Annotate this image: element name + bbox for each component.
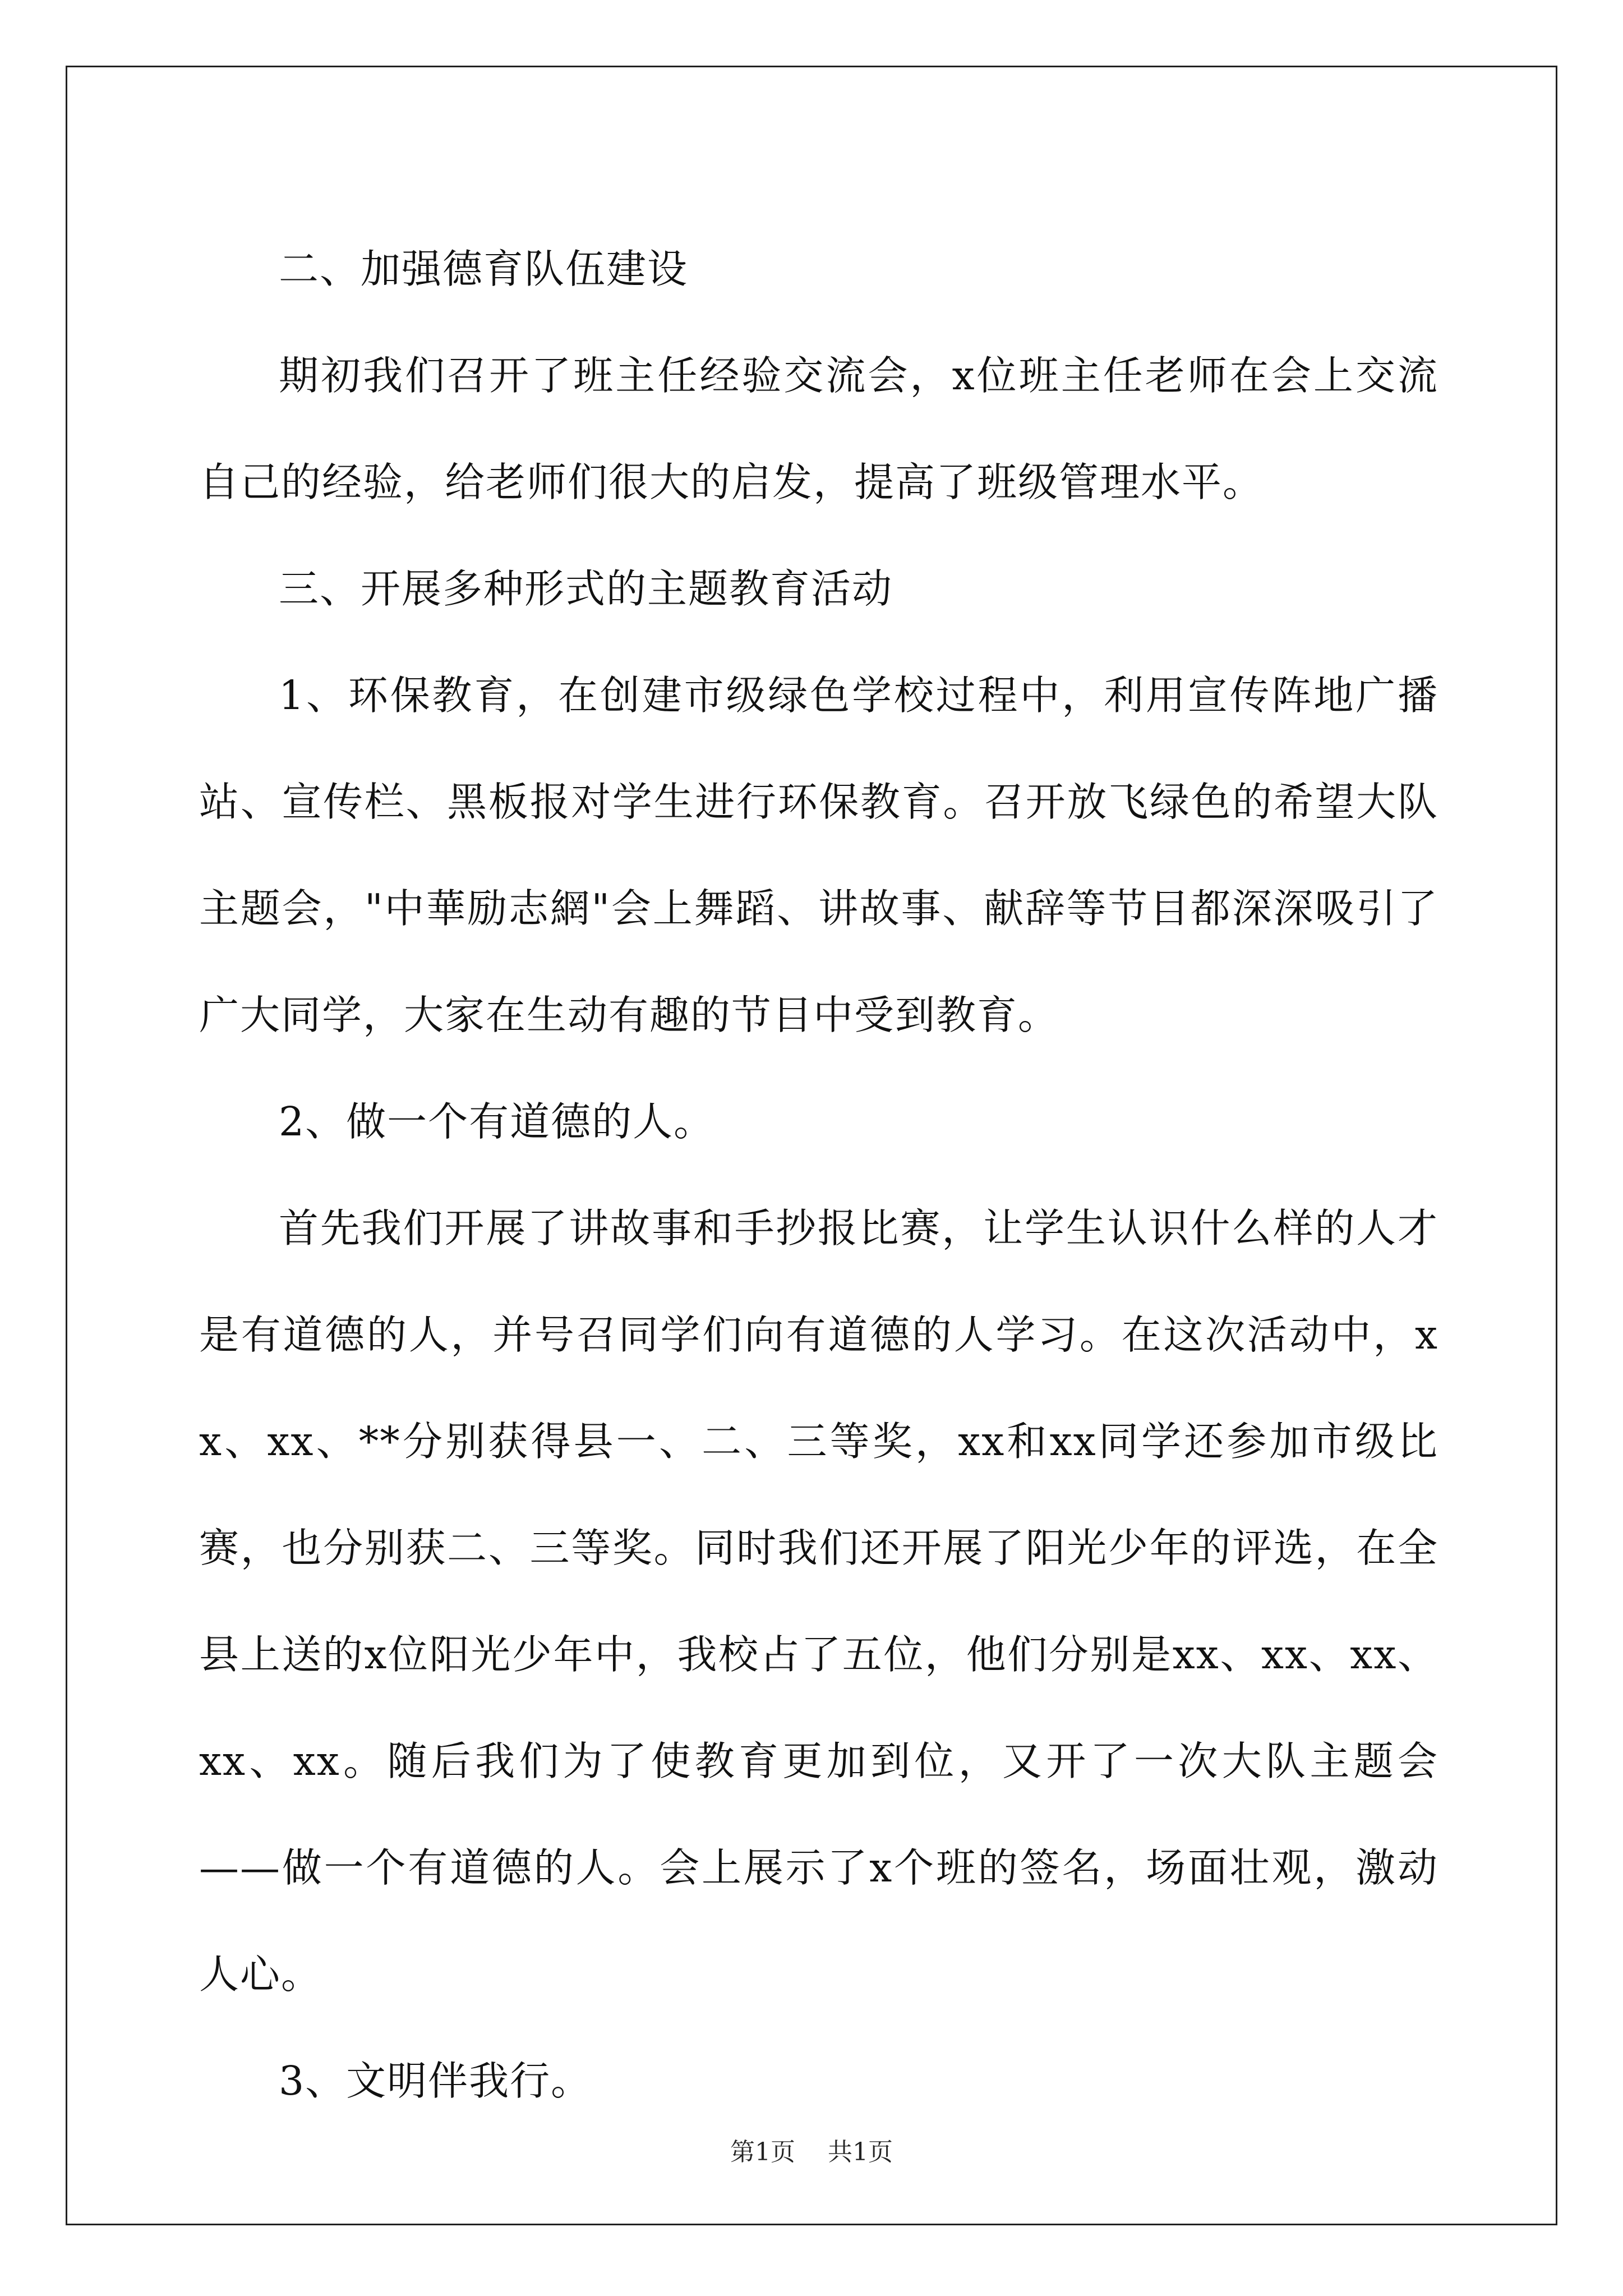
page-number: 第1页 xyxy=(730,2138,795,2166)
paragraph-environmental-education: 1、环保教育，在创建市级绿色学校过程中，利用宣传阵地广播站、宣传栏、黑板报对学生进行环保教育。召开放飞绿色的希望大队主题会，"中華励志網"会上舞蹈、讲故事、献辞等节目都深深吸引了广大同学，大家在生动有趣的节目中受到教育。 xyxy=(199,672,1438,1038)
section-heading-3: 三、开展多种形式的主题教育活动 xyxy=(279,565,893,612)
section-heading-2: 二、加强德育队伍建设 xyxy=(279,246,689,292)
document-body xyxy=(199,216,1438,2134)
subheading-moral-person: 2、做一个有道德的人。 xyxy=(279,1098,715,1145)
paragraph-experience-exchange: 期初我们召开了班主任经验交流会，x位班主任老师在会上交流自己的经验，给老师们很大的启发，提高了班级管理水平。 xyxy=(199,352,1438,505)
paragraph-moral-activities: 首先我们开展了讲故事和手抄报比赛，让学生认识什么样的人才是有道德的人，并号召同学们向有道德的人学习。在这次活动中，xx、xx、**分别获得县一、二、三等奖，xx和xx同学还参加市级比赛，也分别获二、三等奖。同时我们还开展了阳光少年的评选，在全县上送的x位阳光少年中，我校占了五位，他们分别是xx、xx、xx、xx、xx。随后我们为了使教育更加到位，又开了一次大队主题会——做一个有道德的人。会上展示了x个班的签名，场面壮观，激动人心。 xyxy=(199,1205,1438,1998)
subheading-civilization: 3、文明伴我行。 xyxy=(279,2058,592,2104)
page-total: 共1页 xyxy=(828,2138,893,2166)
page-footer xyxy=(0,2132,1623,2168)
